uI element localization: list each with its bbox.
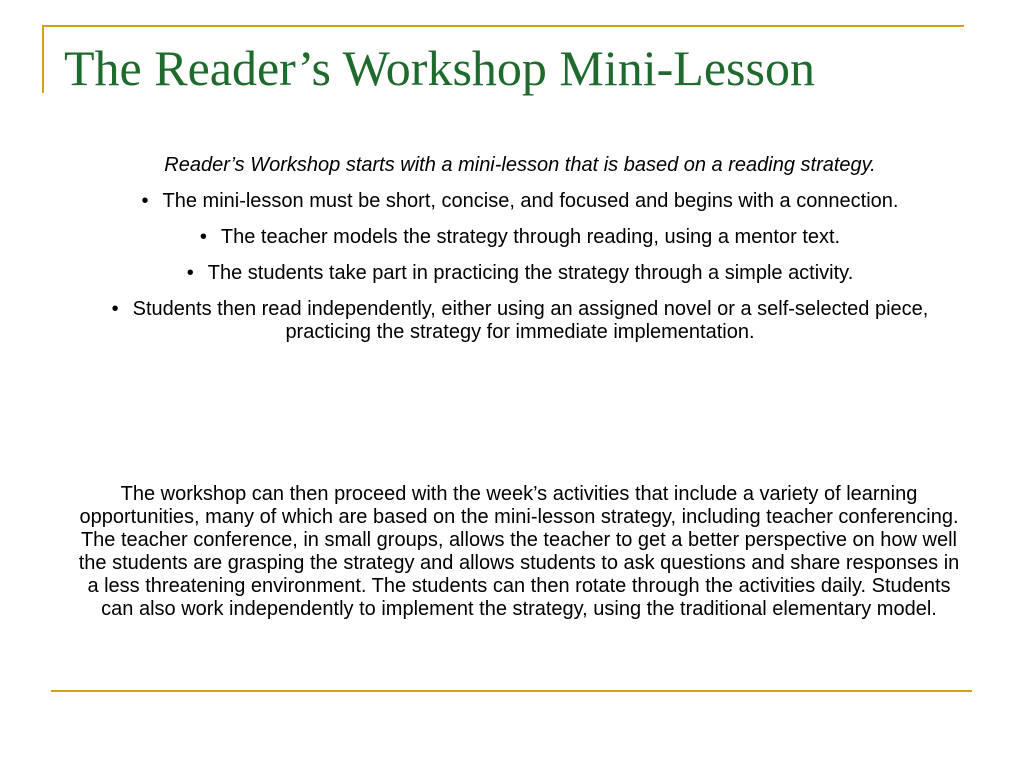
bullet-list [70, 190, 970, 344]
list-item [70, 298, 970, 344]
list-item [70, 226, 970, 249]
bullet-icon: • [186, 262, 194, 284]
workshop-paragraph: The workshop can then proceed with the week’s activities that include a variety of learning opportunities, many of which are based on the mini-lesson strategy, including teacher conferencing. The teacher conference, in small groups, allows the teacher to get a better perspective on how well the students are grasping the strategy and allows students to ask questions and share responses in a less threatening environment. The students can then rotate through the activities daily. Students can also work independently to implement the strategy, using the traditional elementary model. [78, 483, 960, 620]
list-item [70, 190, 970, 213]
left-accent-bar [42, 25, 44, 93]
bullet-text: The mini-lesson must be short, concise, and focused and begins with a connection. [162, 190, 899, 212]
slide-title: The Reader’s Workshop Mini-Lesson [64, 40, 815, 96]
bullet-text: The students take part in practicing the strategy through a simple activity. [207, 262, 854, 284]
bullet-text: The teacher models the strategy through reading, using a mentor text. [220, 226, 841, 248]
bullet-icon: • [199, 226, 207, 248]
intro-text: Reader’s Workshop starts with a mini-lesson that is based on a reading strategy. [164, 154, 876, 176]
bullet-text: Students then read independently, either using an assigned novel or a self-selected piece, practicing the strategy for immediate implementation. [132, 298, 929, 343]
list-item [70, 262, 970, 285]
slide-body [70, 154, 970, 357]
top-divider [42, 25, 964, 27]
bullet-icon: • [111, 298, 119, 320]
bullet-icon: • [141, 190, 149, 212]
bottom-divider [51, 690, 972, 692]
